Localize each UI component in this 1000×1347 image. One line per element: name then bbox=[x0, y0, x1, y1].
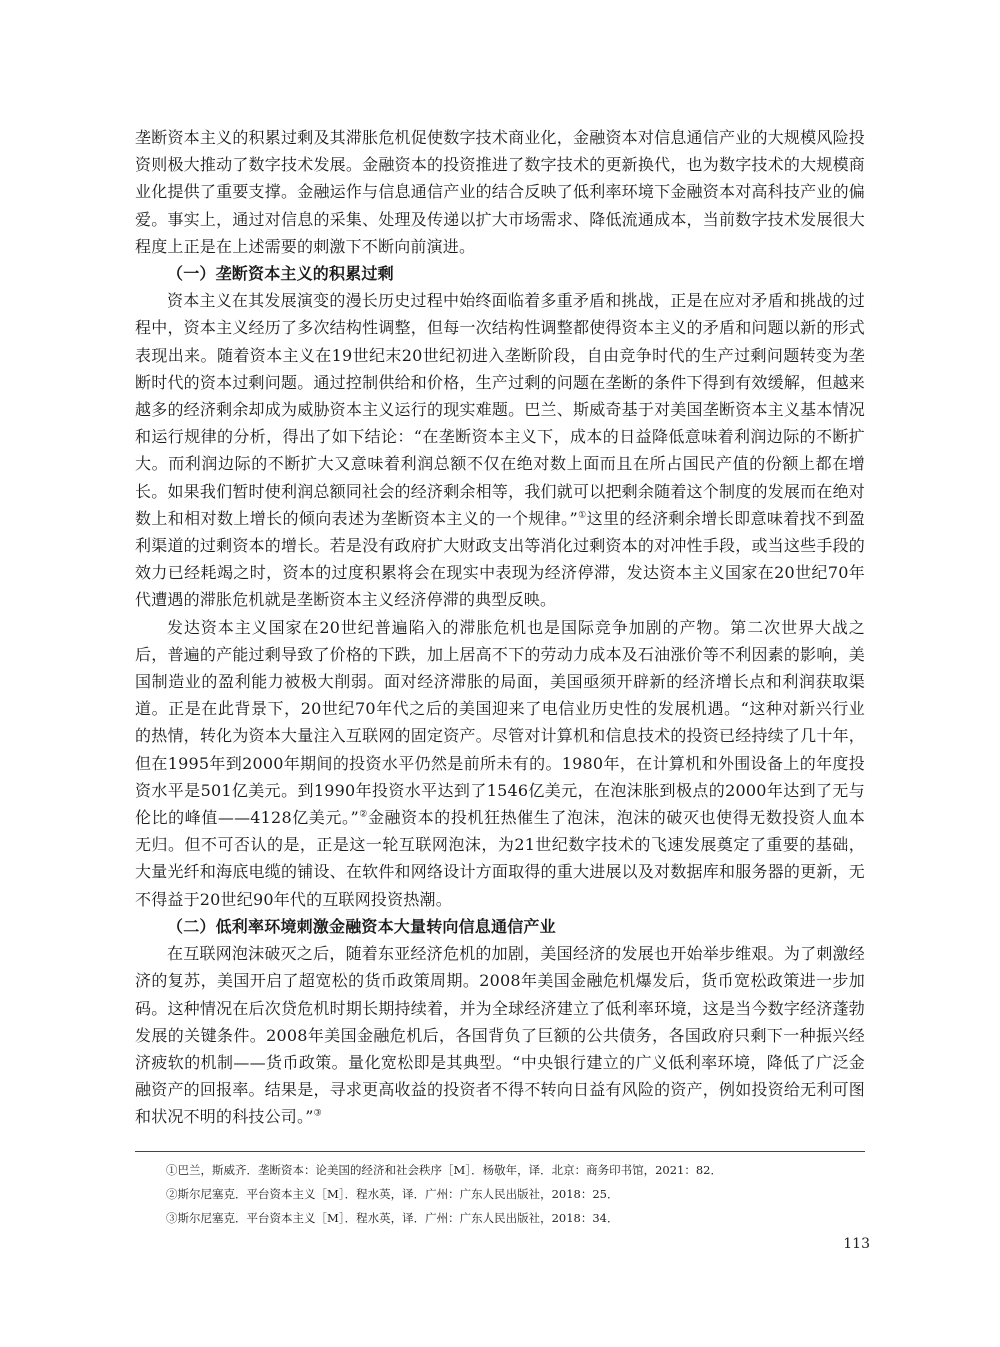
section-heading-1: （一）垄断资本主义的积累过剩 bbox=[167, 264, 394, 284]
footnote-ref-2[interactable]: ② bbox=[358, 809, 368, 820]
paragraph-monopoly-surplus-text-cont: 这里的经济剩余增长即意味着找不到盈利渠道的过剩资本的增长。若是没有政府扩大财政支出等消化过剩资本的对冲性手段，或当这些手段的效力已经耗竭之时，资本的过度积累将会在现实中表现为经济停滞，发达资本主义国家在20世纪70年代遭遇的滞胀危机就是垄断资本主义经济停滞的典型反映。 bbox=[135, 508, 865, 610]
footnote-ref-1[interactable]: ① bbox=[577, 510, 587, 521]
paragraph-low-interest-text: 在互联网泡沫破灭之后，随着东亚经济危机的加剧，美国经济的发展也开始举步维艰。为了刺激经济的复苏，美国开启了超宽松的货币政策周期。2008年美国金融危机爆发后，货币宽松政策进一步加码。这种情况在后次贷危机时期长期持续着，并为全球经济建立了低利率环境，这是当今数字经济蓬勃发展的关键条件。2008年美国金融危机后，各国背负了巨额的公共债务，各国政府只剩下一种振兴经济疲软的机制——货币政策。量化宽松即是其典型。“中央银行建立的广义低利率环境，降低了广泛金融资产的回报率。结果是，寻求更高收益的投资者不得不转向日益有风险的资产，例如投资给无利可图和状况不明的科技公司。” bbox=[135, 944, 865, 1127]
section-heading-2: （二）低利率环境刺激金融资本大量转向信息通信产业 bbox=[167, 916, 556, 936]
paragraph-low-interest bbox=[135, 940, 865, 1130]
paragraph-monopoly-surplus bbox=[135, 287, 865, 613]
footnote-ref-3[interactable]: ③ bbox=[313, 1108, 322, 1119]
footnote-2: ②斯尔尼塞克．平台资本主义［M］．程水英，译．广州：广东人民出版社，2018：25． bbox=[166, 1187, 619, 1201]
body-text bbox=[135, 124, 865, 1131]
page-number: 113 bbox=[843, 1236, 870, 1252]
paragraph-monopoly-surplus-text: 资本主义在其发展演变的漫长历史过程中始终面临着多重矛盾和挑战，正是在应对矛盾和挑战的过程中，资本主义经历了多次结构性调整，但每一次结构性调整都使得资本主义的矛盾和问题以新的形式表现出来。随着资本主义在19世纪末20世纪初进入垄断阶段，自由竞争时代的生产过剩问题转变为垄断时代的资本过剩问题。通过控制供给和价格，生产过剩的问题在垄断的条件下得到有效缓解，但越来越多的经济剩余却成为威胁资本主义运行的现实难题。巴兰、斯威奇基于对美国垄断资本主义基本情况和运行规律的分析，得出了如下结论：“在垄断资本主义下，成本的日益降低意味着利润边际的不断扩大。而利润边际的不断扩大又意味着利润总额不仅在绝对数上面而且在所占国民产值的份额上都在增长。如果我们暂时使利润总额同社会的经济剩余相等，我们就可以把剩余随着这个制度的发展而在绝对数上和相对数上增长的倾向表述为垄断资本主义的一个规律。” bbox=[135, 291, 865, 528]
paragraph-intro-text: 垄断资本主义的积累过剩及其滞胀危机促使数字技术商业化，金融资本对信息通信产业的大规模风险投资则极大推动了数字技术发展。金融资本的投资推进了数字技术的更新换代，也为数字技术的大规模商业化提供了重要支撑。金融运作与信息通信产业的结合反映了低利率环境下金融资本对高科技产业的偏爱。事实上，通过对信息的采集、处理及传递以扩大市场需求、降低流通成本，当前数字技术发展很大程度上正是在上述需要的刺激下不断向前演进。 bbox=[135, 128, 865, 256]
footnote-1: ①巴兰，斯威齐．垄断资本：论美国的经济和社会秩序［M］．杨敬年，译．北京：商务印书馆，2021：82． bbox=[166, 1163, 722, 1177]
paragraph-stagflation-text: 发达资本主义国家在20世纪普遍陷入的滞胀危机也是国际竞争加剧的产物。第二次世界大战之后，普遍的产能过剩导致了价格的下跌，加上居高不下的劳动力成本及石油涨价等不利因素的影响，美国制造业的盈利能力被极大削弱。面对经济滞胀的局面，美国亟须开辟新的经济增长点和利润获取渠道。正是在此背景下，20世纪70年代之后的美国迎来了电信业历史性的发展机遇。“这种对新兴行业的热情，转化为资本大量注入互联网的固定资产。尽管对计算机和信息技术的投资已经持续了几十年，但在1995年到2000年期间的投资水平仍然是前所未有的。1980年，在计算机和外围设备上的年度投资水平是501亿美元。到1990年投资水平达到了1546亿美元，在泡沫胀到极点的2000年达到了无与伦比的峰值——4128亿美元。” bbox=[135, 617, 865, 828]
paragraph-stagflation-text-cont: 金融资本的投机狂热催生了泡沫，泡沫的破灭也使得无数投资人血本无归。但不可否认的是，正是这一轮互联网泡沫，为21世纪数字技术的飞速发展奠定了重要的基础，大量光纤和海底电缆的铺设、在软件和网络设计方面取得的重大进展以及对数据库和服务器的更新，无不得益于20世纪90年代的互联网投资热潮。 bbox=[135, 808, 865, 909]
paragraph-stagflation bbox=[135, 614, 865, 913]
footnote-3: ③斯尔尼塞克．平台资本主义［M］．程水英，译．广州：广东人民出版社，2018：34． bbox=[166, 1211, 619, 1225]
paragraph-intro bbox=[135, 124, 865, 260]
footnotes bbox=[135, 1151, 865, 1230]
